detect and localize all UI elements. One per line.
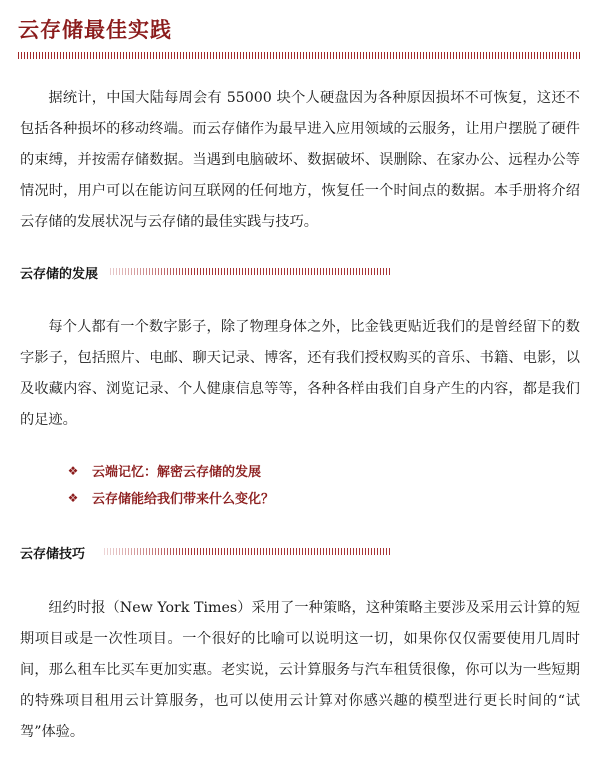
link-cloud-memory[interactable] — [66, 457, 274, 484]
link-label[interactable]: 云端记忆：解密云存储的发展 — [92, 465, 262, 480]
title-divider — [18, 52, 582, 59]
link-label[interactable]: 云存储能给我们带来什么变化？ — [92, 492, 275, 507]
related-links-list — [66, 457, 274, 511]
diamond-bullet-icon: ❖ — [67, 463, 79, 478]
development-paragraph: 每个人都有一个数字影子，除了物理身体之外，比金钱更贴近我们的是曾经留下的数字影子，包括照片、电邮、聊天记录、博客，还有我们授权购买的音乐、书籍、电影，以及收藏内容、浏览记录、个人健康信息等等，各种各样由我们自身产生的内容，都是我们的足迹。 — [20, 319, 580, 428]
page-title: 云存储最佳实践 — [18, 18, 172, 42]
section-divider-tips — [104, 548, 390, 555]
section-divider-development — [110, 268, 390, 275]
section-heading-development: 云存储的发展 — [20, 267, 99, 282]
link-cloud-changes[interactable] — [66, 484, 274, 511]
section-heading-tips: 云存储技巧 — [20, 547, 86, 562]
diamond-bullet-icon: ❖ — [67, 490, 79, 505]
tips-paragraph: 纽约时报（New York Times）采用了一种策略，这种策略主要涉及采用云计算的短期项目或是一次性项目。一个很好的比喻可以说明这一切，如果你仅仅需要使用几周时间，那么租车比买车更加实惠。老实说，云计算服务与汽车租赁很像，你可以为一些短期的特殊项目租用云计算服务，也可以使用云计算对你感兴趣的模型进行更长时间的“试驾”体验。 — [20, 600, 580, 740]
intro-paragraph: 据统计，中国大陆每周会有 55000 块个人硬盘因为各种原因损坏不可恢复，这还不包括各种损坏的移动终端。而云存储作为最早进入应用领域的云服务，让用户摆脱了硬件的束缚，并按需存储数据。当遇到电脑破坏、数据破坏、误删除、在家办公、远程办公等情况时，用户可以在能访问互联网的任何地方，恢复任一个时间点的数据。本手册将介绍云存储的发展状况与云存储的最佳实践与技巧。 — [20, 90, 580, 230]
